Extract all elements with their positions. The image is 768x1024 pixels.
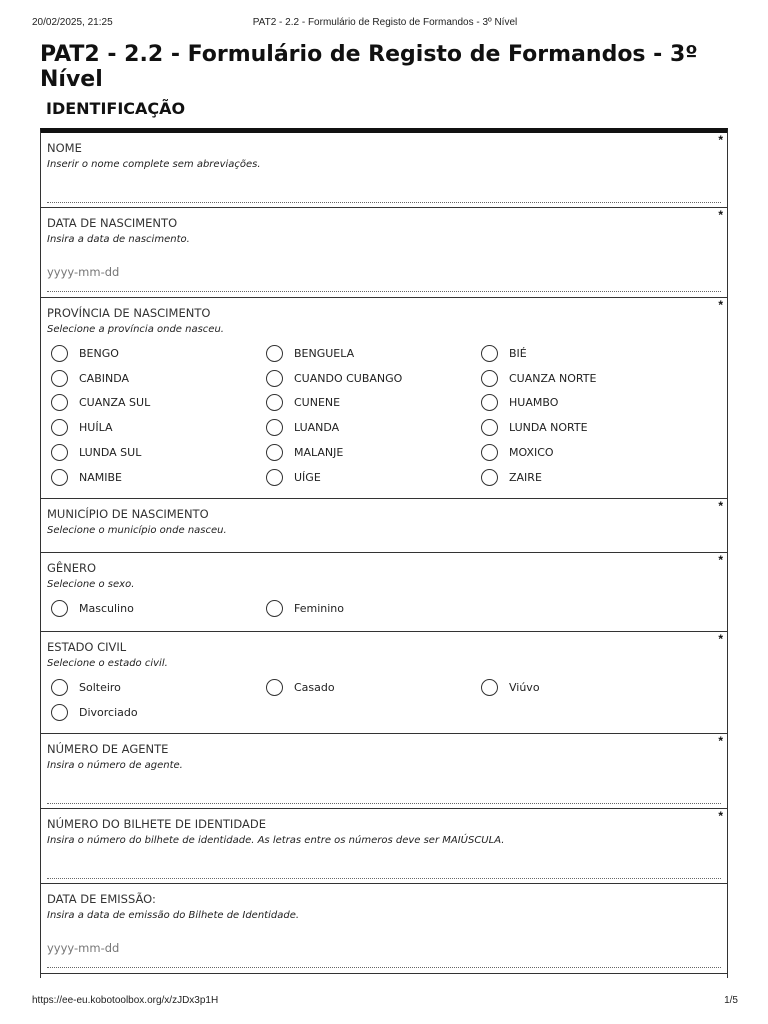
radio-button[interactable] bbox=[51, 419, 68, 436]
radio-option[interactable]: LUNDA SUL bbox=[51, 440, 266, 465]
radio-option[interactable]: NAMIBE bbox=[51, 465, 266, 490]
question-hint: Insira o número de agente. bbox=[47, 760, 183, 771]
estado-civil-options bbox=[51, 675, 711, 725]
question-nome bbox=[41, 133, 727, 208]
question-label: MUNICÍPIO DE NASCIMENTO bbox=[47, 507, 209, 521]
radio-button[interactable] bbox=[266, 469, 283, 486]
radio-button[interactable] bbox=[51, 600, 68, 617]
radio-button[interactable] bbox=[481, 469, 498, 486]
required-marker: * bbox=[718, 133, 723, 147]
radio-button[interactable] bbox=[51, 679, 68, 696]
radio-option[interactable]: MALANJE bbox=[266, 440, 481, 465]
radio-button[interactable] bbox=[51, 345, 68, 362]
date-placeholder: yyyy-mm-dd bbox=[47, 941, 120, 955]
question-bilhete bbox=[41, 809, 727, 884]
radio-button[interactable] bbox=[266, 419, 283, 436]
radio-option[interactable]: Feminino bbox=[266, 596, 481, 621]
required-marker: * bbox=[718, 553, 723, 567]
question-hint: Selecione o estado civil. bbox=[47, 658, 168, 669]
data-emissao-input[interactable] bbox=[47, 934, 721, 968]
radio-button[interactable] bbox=[266, 394, 283, 411]
question-label: DATA DE NASCIMENTO bbox=[47, 216, 178, 230]
question-genero bbox=[41, 553, 727, 632]
radio-option[interactable]: CUANZA NORTE bbox=[481, 366, 696, 391]
radio-option[interactable]: LUANDA bbox=[266, 415, 481, 440]
radio-option[interactable]: CUANDO CUBANGO bbox=[266, 366, 481, 391]
bilhete-input[interactable] bbox=[47, 859, 721, 879]
question-hint: Selecione o município onde nasceu. bbox=[47, 525, 227, 536]
question-hint: Selecione a província onde nasceu. bbox=[47, 324, 224, 335]
radio-button[interactable] bbox=[481, 444, 498, 461]
radio-button[interactable] bbox=[481, 419, 498, 436]
radio-option[interactable]: LUNDA NORTE bbox=[481, 415, 696, 440]
provincia-options bbox=[51, 341, 711, 490]
print-url: https://ee-eu.kobotoolbox.org/x/zJDx3p1H bbox=[32, 995, 219, 1006]
date-placeholder: yyyy-mm-dd bbox=[47, 265, 120, 279]
radio-option[interactable]: CUANZA SUL bbox=[51, 391, 266, 416]
radio-button[interactable] bbox=[51, 469, 68, 486]
form-box bbox=[40, 128, 728, 978]
radio-option[interactable]: CUNENE bbox=[266, 391, 481, 416]
radio-button[interactable] bbox=[481, 679, 498, 696]
question-label: NÚMERO DO BILHETE DE IDENTIDADE bbox=[47, 817, 266, 831]
radio-option[interactable]: UÍGE bbox=[266, 465, 481, 490]
question-label: GÊNERO bbox=[47, 561, 97, 575]
print-page-title: PAT2 - 2.2 - Formulário de Registo de Formandos - 3º Nível bbox=[252, 17, 518, 28]
radio-button[interactable] bbox=[266, 345, 283, 362]
question-data-emissao bbox=[41, 884, 727, 974]
question-hint: Insira a data de emissão do Bilhete de Identidade. bbox=[47, 910, 300, 921]
question-hint: Selecione o sexo. bbox=[47, 579, 135, 590]
genero-options bbox=[51, 596, 711, 621]
required-marker: * bbox=[718, 208, 723, 222]
numero-agente-input[interactable] bbox=[47, 784, 721, 804]
radio-option[interactable]: ZAIRE bbox=[481, 465, 696, 490]
question-hint: Inserir o nome complete sem abreviações. bbox=[47, 159, 261, 170]
nome-input[interactable] bbox=[47, 183, 721, 203]
radio-option[interactable]: Masculino bbox=[51, 596, 266, 621]
question-data-nascimento bbox=[41, 208, 727, 298]
radio-option[interactable]: HUÍLA bbox=[51, 415, 266, 440]
radio-button[interactable] bbox=[266, 679, 283, 696]
radio-option[interactable]: BENGUELA bbox=[266, 341, 481, 366]
question-provincia bbox=[41, 298, 727, 499]
radio-button[interactable] bbox=[481, 345, 498, 362]
form-title: PAT2 - 2.2 - Formulário de Registo de Formandos - 3º Nível bbox=[40, 42, 698, 92]
page-number: 1/5 bbox=[724, 995, 738, 1006]
question-label: ESTADO CIVIL bbox=[47, 640, 127, 654]
radio-option[interactable]: HUAMBO bbox=[481, 391, 696, 416]
group-title: IDENTIFICAÇÃO bbox=[46, 99, 186, 118]
radio-button[interactable] bbox=[51, 394, 68, 411]
print-date: 20/02/2025, 21:25 bbox=[32, 17, 113, 28]
data-nascimento-input[interactable] bbox=[47, 258, 721, 292]
question-hint: Insira a data de nascimento. bbox=[47, 234, 190, 245]
question-label: PROVÍNCIA DE NASCIMENTO bbox=[47, 306, 211, 320]
radio-option[interactable]: BENGO bbox=[51, 341, 266, 366]
required-marker: * bbox=[718, 298, 723, 312]
radio-option[interactable]: Solteiro bbox=[51, 675, 266, 700]
radio-option[interactable]: Viúvo bbox=[481, 675, 696, 700]
question-municipio[interactable] bbox=[41, 499, 727, 553]
question-label: NÚMERO DE AGENTE bbox=[47, 742, 169, 756]
radio-option[interactable]: Casado bbox=[266, 675, 481, 700]
question-numero-agente bbox=[41, 734, 727, 809]
required-marker: * bbox=[718, 734, 723, 748]
radio-button[interactable] bbox=[266, 444, 283, 461]
required-marker: * bbox=[718, 632, 723, 646]
question-estado-civil bbox=[41, 632, 727, 734]
question-label: NOME bbox=[47, 141, 82, 155]
radio-button[interactable] bbox=[51, 704, 68, 721]
radio-option[interactable]: BIÉ bbox=[481, 341, 696, 366]
radio-button[interactable] bbox=[51, 444, 68, 461]
required-marker: * bbox=[718, 499, 723, 513]
radio-option[interactable]: MOXICO bbox=[481, 440, 696, 465]
radio-button[interactable] bbox=[51, 370, 68, 387]
radio-button[interactable] bbox=[266, 370, 283, 387]
radio-button[interactable] bbox=[481, 394, 498, 411]
radio-option[interactable]: Divorciado bbox=[51, 700, 266, 725]
required-marker: * bbox=[718, 809, 723, 823]
question-label: DATA DE EMISSÃO: bbox=[47, 892, 156, 906]
question-hint: Insira o número do bilhete de identidade. As letras entre os números deve ser MAIÚSCULA. bbox=[47, 835, 505, 846]
radio-option[interactable]: CABINDA bbox=[51, 366, 266, 391]
radio-button[interactable] bbox=[481, 370, 498, 387]
radio-button[interactable] bbox=[266, 600, 283, 617]
